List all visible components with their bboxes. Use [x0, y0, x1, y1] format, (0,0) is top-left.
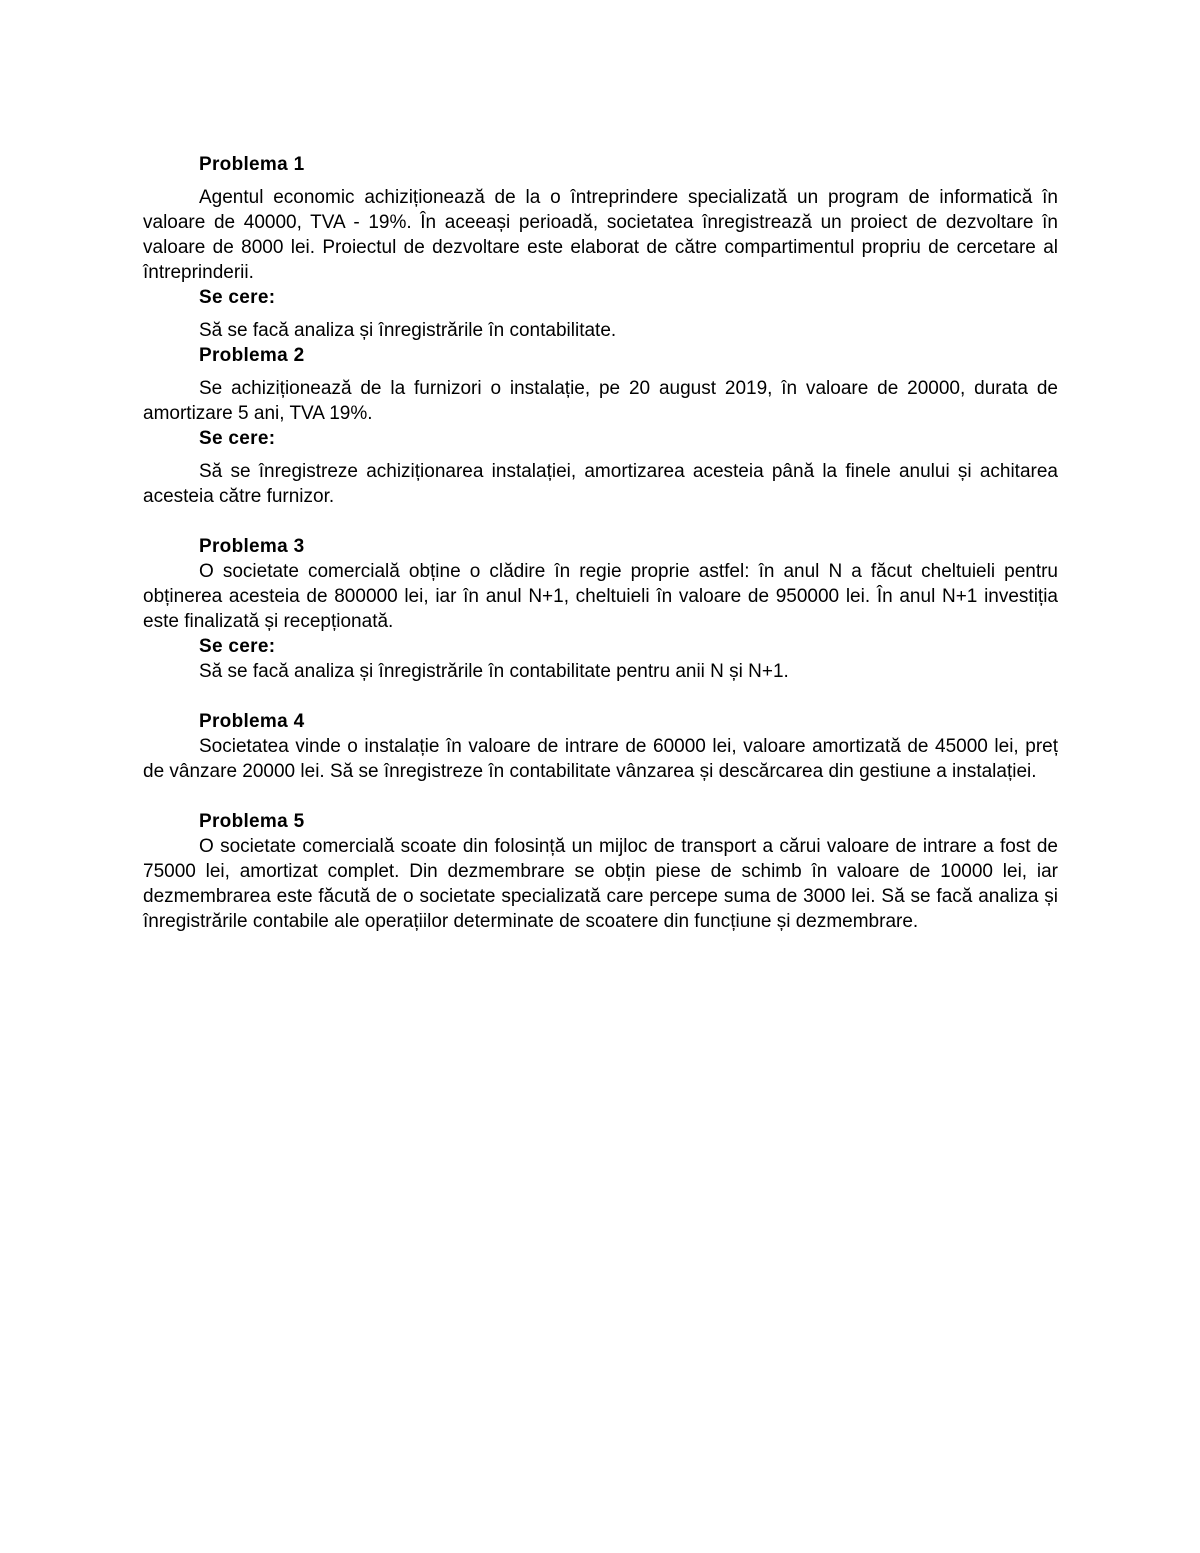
problem-1-requirement-label: Se cere:: [199, 287, 276, 308]
problem-2: [143, 343, 1058, 509]
problem-1-requirement: Să se facă analiza și înregistrările în contabilitate.: [199, 320, 617, 341]
problem-5: [143, 809, 1058, 934]
problem-1: [143, 152, 1058, 343]
problem-3-text: O societate comercială obține o clădire în regie proprie astfel: în anul N a făcut cheltuieli pentru obținerea acesteia de 800000 lei, iar în anul N+1, cheltuieli în valoare de 950000 lei. În anul N+1 investiția este finalizată și recepționată.: [143, 561, 1058, 632]
problem-2-requirement-label: Se cere:: [199, 428, 276, 449]
document-page: [143, 152, 1058, 934]
problem-3-title: Problema 3: [199, 536, 305, 557]
problem-2-title: Problema 2: [199, 345, 305, 366]
problem-4-title: Problema 4: [199, 711, 305, 732]
problem-1-title: Problema 1: [199, 154, 305, 175]
problem-3: [143, 534, 1058, 684]
problem-5-title: Problema 5: [199, 811, 305, 832]
problem-4-text: Societatea vinde o instalație în valoare de intrare de 60000 lei, valoare amortizată de 45000 lei, preț de vânzare 20000 lei. Să se înregistreze în contabilitate vânzarea și descărcarea din gestiune a instalației.: [143, 736, 1058, 782]
problem-2-requirement: Să se înregistreze achiziționarea instalației, amortizarea acesteia până la finele anului și achitarea acesteia către furnizor.: [143, 461, 1058, 507]
problem-3-requirement: Să se facă analiza și înregistrările în contabilitate pentru anii N și N+1.: [199, 661, 789, 682]
problem-2-text: Se achiziționează de la furnizori o instalație, pe 20 august 2019, în valoare de 20000, durata de amortizare 5 ani, TVA 19%.: [143, 378, 1058, 424]
problem-4: [143, 709, 1058, 784]
problem-3-requirement-label: Se cere:: [199, 636, 276, 657]
problem-5-text: O societate comercială scoate din folosință un mijloc de transport a cărui valoare de intrare a fost de 75000 lei, amortizat complet. Din dezmembrare se obțin piese de schimb în valoare de 10000 lei, iar dezmembrarea este făcută de o societate specializată care percepe suma de 3000 lei. Să se facă analiza și înregistrările contabile ale operațiilor determinate de scoatere din funcțiune și dezmembrare.: [143, 836, 1058, 932]
problem-1-text: Agentul economic achiziționează de la o întreprindere specializată un program de informatică în valoare de 40000, TVA - 19%. În aceeași perioadă, societatea înregistrează un proiect de dezvoltare în valoare de 8000 lei. Proiectul de dezvoltare este elaborat de către compartimentul propriu de cercetare al întreprinderii.: [143, 187, 1058, 283]
